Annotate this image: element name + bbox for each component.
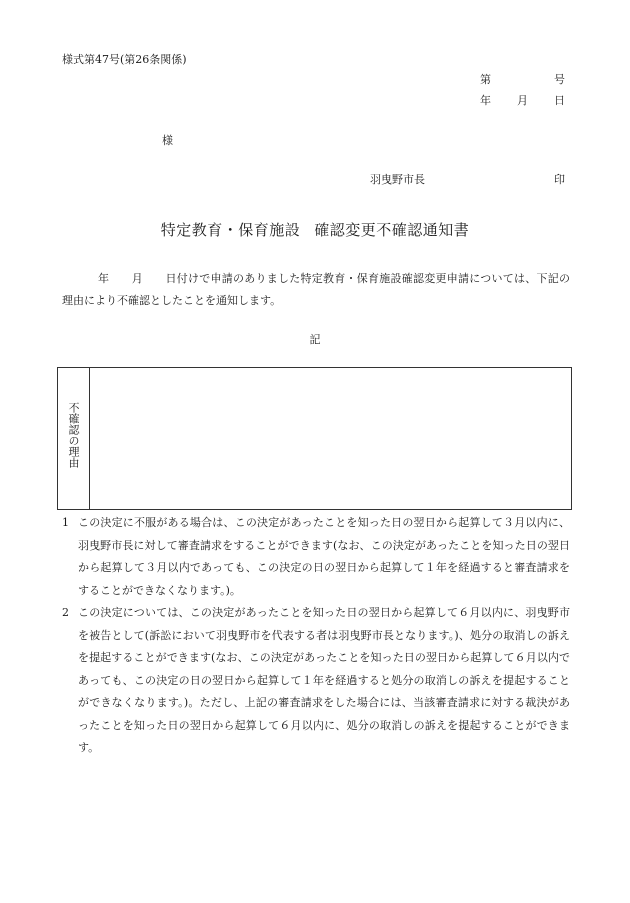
note-item	[62, 602, 570, 760]
note-item	[62, 512, 570, 602]
document-number-suffix: 号	[554, 73, 565, 86]
addressee-honorific: 様	[162, 134, 173, 147]
document-title-part2: 確認変更不確認通知書	[314, 221, 470, 239]
note-number: 2	[62, 606, 69, 619]
date-day-label: 日	[554, 94, 565, 107]
date-month-label: 月	[517, 94, 528, 107]
note-text: この決定に不服がある場合は、この決定があったことを知った日の翌日から起算して３月以内に、羽曳野市長に対して審査請求をすることができます(なお、この決定があったことを知った日の翌日から起算して３月以内であっても、この決定の日の翌日から起算して１年を経過すると審査請求をすることができなくなります。)。	[78, 516, 570, 597]
note-number: 1	[62, 516, 69, 529]
document-title-part1: 特定教育・保育施設	[160, 221, 301, 239]
reason-content-cell[interactable]	[90, 368, 571, 509]
reason-label-cell	[58, 368, 90, 509]
document-number-label: 第	[480, 73, 491, 86]
form-number: 様式第47号(第26条関係)	[62, 53, 187, 66]
body-paragraph: 年 月 日付けで申請のありました特定教育・保育施設確認変更申請については、下記の理由により不確認としたことを通知します。	[62, 272, 570, 307]
seal-mark: 印	[554, 173, 565, 186]
reason-table	[57, 367, 572, 510]
ki-heading: 記	[309, 333, 321, 346]
document-title	[0, 219, 630, 240]
issuer-name: 羽曳野市長	[370, 173, 425, 186]
date-year-label: 年	[480, 94, 491, 107]
reason-label: 不確認の理由	[67, 402, 80, 468]
note-text: この決定については、この決定があったことを知った日の翌日から起算して６月以内に、羽曳野市を被告として(訴訟において羽曳野市を代表する者は羽曳野市長となります。)、処分の取消しの訴えを提起することができます(なお、この決定があったことを知った日の翌日から起算して６月以内であっても、この決定の日の翌日から起算して１年を経過すると処分の取消しの訴えを提起することができなくなります。)。ただし、上記の審査請求をした場合には、当該審査請求に対する裁決があったことを知った日の翌日から起算して６月以内に、処分の取消しの訴えを提起することができます。	[78, 606, 570, 754]
